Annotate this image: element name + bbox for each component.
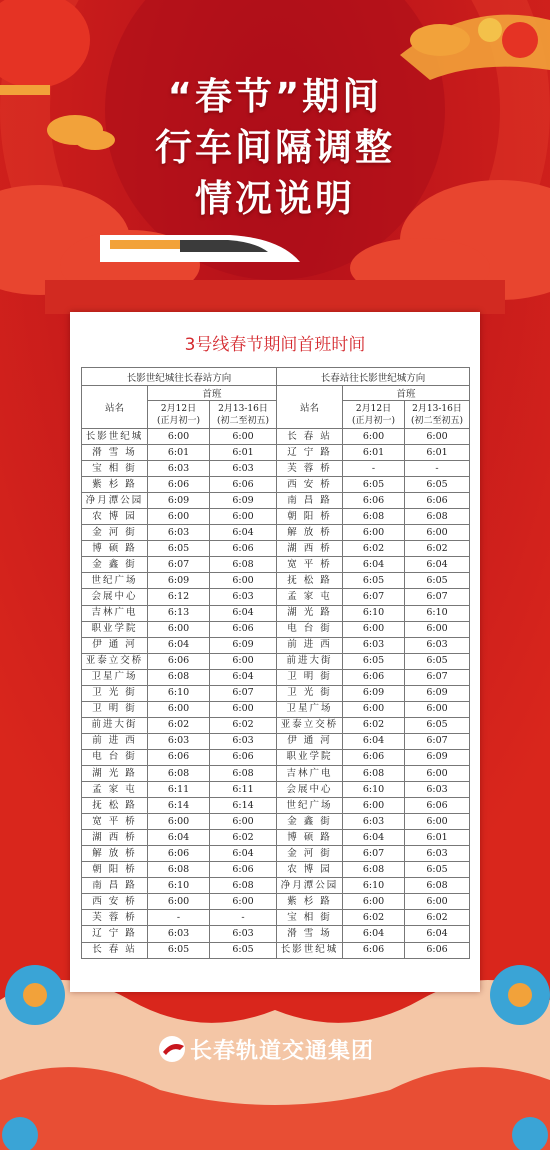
time-b-left: 6:00 xyxy=(210,894,277,910)
table-row xyxy=(82,846,470,862)
time-a-right: 6:07 xyxy=(343,846,405,862)
time-b-left: 6:04 xyxy=(210,525,277,541)
time-b-left: 6:09 xyxy=(210,493,277,509)
station-left: 芙 蓉 桥 xyxy=(82,910,148,926)
time-a-left: 6:07 xyxy=(148,557,210,573)
time-b-left: 6:03 xyxy=(210,926,277,942)
time-a-right: 6:06 xyxy=(343,493,405,509)
time-b-right: 6:00 xyxy=(405,765,470,781)
station-right: 解 放 桥 xyxy=(277,525,343,541)
time-b-right: 6:04 xyxy=(405,926,470,942)
station-right: 长影世纪城 xyxy=(277,942,343,958)
table-row xyxy=(82,445,470,461)
time-a-right: 6:04 xyxy=(343,926,405,942)
time-b-right: 6:06 xyxy=(405,798,470,814)
station-left: 辽 宁 路 xyxy=(82,926,148,942)
time-b-right: 6:05 xyxy=(405,653,470,669)
station-right: 宽 平 桥 xyxy=(277,557,343,573)
station-right: 长 春 站 xyxy=(277,429,343,445)
station-left: 会展中心 xyxy=(82,589,148,605)
station-right: 卫 明 街 xyxy=(277,669,343,685)
time-b-right: 6:00 xyxy=(405,894,470,910)
station-right: 湖 西 桥 xyxy=(277,541,343,557)
table-row xyxy=(82,589,470,605)
time-b-left: 6:00 xyxy=(210,701,277,717)
time-a-left: 6:00 xyxy=(148,814,210,830)
time-a-left: 6:03 xyxy=(148,461,210,477)
time-b-right: 6:07 xyxy=(405,589,470,605)
station-right: 前进大街 xyxy=(277,653,343,669)
station-left: 博 硕 路 xyxy=(82,541,148,557)
table-row xyxy=(82,573,470,589)
time-b-left: 6:11 xyxy=(210,782,277,798)
brand-name: 长春轨道交通集团 xyxy=(190,1039,375,1064)
date-header-a-right: 2月12日 (正月初一) xyxy=(343,401,405,429)
date-header-a-left: 2月12日 (正月初一) xyxy=(148,401,210,429)
station-left: 金 河 街 xyxy=(82,525,148,541)
time-b-right: - xyxy=(405,461,470,477)
time-b-right: 6:05 xyxy=(405,573,470,589)
time-b-left: 6:06 xyxy=(210,749,277,765)
station-left: 伊 通 河 xyxy=(82,637,148,653)
time-b-right: 6:03 xyxy=(405,846,470,862)
time-b-left: 6:02 xyxy=(210,717,277,733)
schedule-panel xyxy=(70,312,480,992)
time-b-left: 6:06 xyxy=(210,621,277,637)
time-a-left: 6:03 xyxy=(148,525,210,541)
time-b-right: 6:00 xyxy=(405,621,470,637)
time-b-right: 6:05 xyxy=(405,862,470,878)
station-left: 孟 家 屯 xyxy=(82,782,148,798)
station-left: 滑 雪 场 xyxy=(82,445,148,461)
first-train-table xyxy=(81,367,470,959)
time-a-right: 6:10 xyxy=(343,605,405,621)
time-b-left: - xyxy=(210,910,277,926)
time-a-right: 6:01 xyxy=(343,445,405,461)
time-b-left: 6:00 xyxy=(210,653,277,669)
time-a-left: 6:00 xyxy=(148,509,210,525)
time-b-right: 6:03 xyxy=(405,782,470,798)
station-right: 紫 杉 路 xyxy=(277,894,343,910)
time-a-right: 6:00 xyxy=(343,621,405,637)
time-a-left: 6:09 xyxy=(148,573,210,589)
table-row xyxy=(82,685,470,701)
station-left: 长 春 站 xyxy=(82,942,148,958)
time-a-left: 6:05 xyxy=(148,541,210,557)
time-a-right: - xyxy=(343,461,405,477)
table-row xyxy=(82,429,470,445)
time-a-left: 6:10 xyxy=(148,878,210,894)
station-left: 金 鑫 街 xyxy=(82,557,148,573)
table-row xyxy=(82,605,470,621)
time-b-right: 6:09 xyxy=(405,685,470,701)
time-a-left: 6:08 xyxy=(148,765,210,781)
table-row xyxy=(82,830,470,846)
station-left: 吉林广电 xyxy=(82,605,148,621)
time-b-right: 6:06 xyxy=(405,493,470,509)
time-b-right: 6:00 xyxy=(405,525,470,541)
time-a-right: 6:05 xyxy=(343,573,405,589)
time-a-right: 6:09 xyxy=(343,685,405,701)
time-b-right: 6:10 xyxy=(405,605,470,621)
time-a-right: 6:06 xyxy=(343,669,405,685)
title-line-2: 行车间隔调整 xyxy=(155,126,395,169)
table-row xyxy=(82,926,470,942)
time-b-right: 6:07 xyxy=(405,733,470,749)
station-header-right: 站名 xyxy=(277,386,343,429)
station-right: 滑 雪 场 xyxy=(277,926,343,942)
table-row xyxy=(82,894,470,910)
time-a-left: 6:02 xyxy=(148,717,210,733)
station-header-left: 站名 xyxy=(82,386,148,429)
table-row xyxy=(82,733,470,749)
station-right: 金 鑫 街 xyxy=(277,814,343,830)
table-row xyxy=(82,910,470,926)
station-left: 亚泰立交桥 xyxy=(82,653,148,669)
time-a-left: 6:06 xyxy=(148,749,210,765)
time-b-left: 6:03 xyxy=(210,589,277,605)
time-a-left: - xyxy=(148,910,210,926)
station-right: 卫 光 街 xyxy=(277,685,343,701)
station-left: 电 台 街 xyxy=(82,749,148,765)
time-b-left: 6:08 xyxy=(210,765,277,781)
time-a-right: 6:00 xyxy=(343,798,405,814)
time-b-left: 6:00 xyxy=(210,573,277,589)
time-b-right: 6:00 xyxy=(405,814,470,830)
time-a-left: 6:10 xyxy=(148,685,210,701)
table-row xyxy=(82,653,470,669)
table-row xyxy=(82,814,470,830)
station-left: 卫 明 街 xyxy=(82,701,148,717)
station-left: 卫 光 街 xyxy=(82,685,148,701)
time-a-right: 6:04 xyxy=(343,557,405,573)
time-a-left: 6:00 xyxy=(148,894,210,910)
table-row xyxy=(82,717,470,733)
first-train-header-right: 首班 xyxy=(343,386,470,401)
time-b-left: 6:03 xyxy=(210,733,277,749)
time-b-right: 6:03 xyxy=(405,637,470,653)
time-b-left: 6:00 xyxy=(210,429,277,445)
logo-mark-icon xyxy=(159,1036,185,1062)
time-a-left: 6:08 xyxy=(148,862,210,878)
time-a-right: 6:08 xyxy=(343,509,405,525)
station-right: 世纪广场 xyxy=(277,798,343,814)
table-row xyxy=(82,878,470,894)
time-b-right: 6:08 xyxy=(405,878,470,894)
time-b-right: 6:05 xyxy=(405,717,470,733)
time-a-right: 6:00 xyxy=(343,525,405,541)
time-a-right: 6:06 xyxy=(343,749,405,765)
station-left: 长影世纪城 xyxy=(82,429,148,445)
date-header-b-right: 2月13-16日 (初二至初五) xyxy=(405,401,470,429)
time-a-right: 6:04 xyxy=(343,733,405,749)
time-b-right: 6:00 xyxy=(405,701,470,717)
station-right: 职业学院 xyxy=(277,749,343,765)
time-a-right: 6:03 xyxy=(343,637,405,653)
station-right: 电 台 街 xyxy=(277,621,343,637)
time-a-left: 6:08 xyxy=(148,669,210,685)
time-a-right: 6:00 xyxy=(343,429,405,445)
time-a-left: 6:09 xyxy=(148,493,210,509)
station-left: 净月潭公园 xyxy=(82,493,148,509)
time-b-left: 6:04 xyxy=(210,605,277,621)
time-a-left: 6:04 xyxy=(148,637,210,653)
time-b-right: 6:00 xyxy=(405,429,470,445)
time-a-right: 6:08 xyxy=(343,765,405,781)
time-b-right: 6:01 xyxy=(405,830,470,846)
time-a-right: 6:00 xyxy=(343,894,405,910)
time-a-right: 6:03 xyxy=(343,814,405,830)
station-left: 宝 相 街 xyxy=(82,461,148,477)
time-a-left: 6:12 xyxy=(148,589,210,605)
station-right: 博 硕 路 xyxy=(277,830,343,846)
table-row xyxy=(82,765,470,781)
table-row xyxy=(82,461,470,477)
time-a-left: 6:14 xyxy=(148,798,210,814)
time-a-right: 6:10 xyxy=(343,782,405,798)
table-body xyxy=(82,429,470,959)
time-b-left: 6:08 xyxy=(210,878,277,894)
station-right: 卫星广场 xyxy=(277,701,343,717)
time-b-right: 6:08 xyxy=(405,509,470,525)
table-row xyxy=(82,493,470,509)
table-row xyxy=(82,862,470,878)
station-right: 芙 蓉 桥 xyxy=(277,461,343,477)
station-left: 西 安 桥 xyxy=(82,894,148,910)
station-right: 湖 光 路 xyxy=(277,605,343,621)
time-b-left: 6:14 xyxy=(210,798,277,814)
station-right: 金 河 街 xyxy=(277,846,343,862)
station-right: 吉林广电 xyxy=(277,765,343,781)
time-a-right: 6:10 xyxy=(343,878,405,894)
time-b-left: 6:06 xyxy=(210,862,277,878)
time-a-left: 6:00 xyxy=(148,621,210,637)
station-left: 世纪广场 xyxy=(82,573,148,589)
station-right: 南 昌 路 xyxy=(277,493,343,509)
direction-left-header: 长影世纪城往长春站方向 xyxy=(82,368,277,386)
time-b-left: 6:04 xyxy=(210,669,277,685)
station-left: 解 放 桥 xyxy=(82,846,148,862)
time-a-left: 6:05 xyxy=(148,942,210,958)
station-right: 西 安 桥 xyxy=(277,477,343,493)
station-right: 宝 相 街 xyxy=(277,910,343,926)
time-b-left: 6:08 xyxy=(210,557,277,573)
station-right: 农 博 园 xyxy=(277,862,343,878)
station-right: 亚泰立交桥 xyxy=(277,717,343,733)
table-row xyxy=(82,509,470,525)
time-a-left: 6:03 xyxy=(148,926,210,942)
gold-cloud-right-icon xyxy=(410,24,470,56)
table-row xyxy=(82,525,470,541)
time-a-left: 6:04 xyxy=(148,830,210,846)
station-right: 辽 宁 路 xyxy=(277,445,343,461)
table-row xyxy=(82,669,470,685)
time-b-left: 6:07 xyxy=(210,685,277,701)
title-line-1: “春节”期间 xyxy=(167,75,383,118)
time-b-left: 6:06 xyxy=(210,477,277,493)
station-left: 前 进 西 xyxy=(82,733,148,749)
time-a-left: 6:01 xyxy=(148,445,210,461)
time-a-right: 6:05 xyxy=(343,653,405,669)
time-b-left: 6:06 xyxy=(210,541,277,557)
time-b-left: 6:05 xyxy=(210,942,277,958)
time-b-right: 6:06 xyxy=(405,942,470,958)
time-a-left: 6:13 xyxy=(148,605,210,621)
time-a-left: 6:03 xyxy=(148,733,210,749)
table-row xyxy=(82,782,470,798)
station-left: 湖 光 路 xyxy=(82,765,148,781)
time-b-left: 6:00 xyxy=(210,509,277,525)
station-left: 前进大街 xyxy=(82,717,148,733)
time-a-left: 6:06 xyxy=(148,653,210,669)
table-title: 3号线春节期间首班时间 xyxy=(184,335,366,355)
station-left: 卫星广场 xyxy=(82,669,148,685)
table-row xyxy=(82,701,470,717)
station-left: 宽 平 桥 xyxy=(82,814,148,830)
station-right: 孟 家 屯 xyxy=(277,589,343,605)
time-b-right: 6:09 xyxy=(405,749,470,765)
time-b-right: 6:02 xyxy=(405,910,470,926)
time-a-left: 6:00 xyxy=(148,429,210,445)
time-a-right: 6:08 xyxy=(343,862,405,878)
time-a-right: 6:06 xyxy=(343,942,405,958)
time-b-right: 6:04 xyxy=(405,557,470,573)
direction-right-header: 长春站往长影世纪城方向 xyxy=(277,368,470,386)
time-b-right: 6:05 xyxy=(405,477,470,493)
time-b-left: 6:00 xyxy=(210,814,277,830)
time-a-left: 6:06 xyxy=(148,477,210,493)
time-a-left: 6:11 xyxy=(148,782,210,798)
table-row xyxy=(82,541,470,557)
table-row xyxy=(82,942,470,958)
time-b-left: 6:01 xyxy=(210,445,277,461)
time-b-left: 6:03 xyxy=(210,461,277,477)
time-a-left: 6:06 xyxy=(148,846,210,862)
station-right: 伊 通 河 xyxy=(277,733,343,749)
table-row xyxy=(82,621,470,637)
station-right: 抚 松 路 xyxy=(277,573,343,589)
time-b-right: 6:02 xyxy=(405,541,470,557)
table-row xyxy=(82,637,470,653)
time-a-right: 6:05 xyxy=(343,477,405,493)
station-left: 职业学院 xyxy=(82,621,148,637)
station-right: 净月潭公园 xyxy=(277,878,343,894)
station-left: 湖 西 桥 xyxy=(82,830,148,846)
table-row xyxy=(82,749,470,765)
station-left: 紫 杉 路 xyxy=(82,477,148,493)
table-row xyxy=(82,477,470,493)
time-b-right: 6:07 xyxy=(405,669,470,685)
station-left: 抚 松 路 xyxy=(82,798,148,814)
date-header-b-left: 2月13-16日 (初二至初五) xyxy=(210,401,277,429)
station-left: 农 博 园 xyxy=(82,509,148,525)
table-row xyxy=(82,798,470,814)
station-right: 朝 阳 桥 xyxy=(277,509,343,525)
time-b-right: 6:01 xyxy=(405,445,470,461)
time-a-right: 6:02 xyxy=(343,910,405,926)
station-left: 朝 阳 桥 xyxy=(82,862,148,878)
station-left: 南 昌 路 xyxy=(82,878,148,894)
title-line-3: 情况说明 xyxy=(195,177,355,220)
time-b-left: 6:04 xyxy=(210,846,277,862)
time-a-right: 6:02 xyxy=(343,717,405,733)
first-train-header-left: 首班 xyxy=(148,386,277,401)
table-row xyxy=(82,557,470,573)
time-a-right: 6:04 xyxy=(343,830,405,846)
station-right: 前 进 西 xyxy=(277,637,343,653)
time-a-left: 6:00 xyxy=(148,701,210,717)
station-right: 会展中心 xyxy=(277,782,343,798)
time-a-right: 6:00 xyxy=(343,701,405,717)
time-b-left: 6:09 xyxy=(210,637,277,653)
time-a-right: 6:02 xyxy=(343,541,405,557)
time-a-right: 6:07 xyxy=(343,589,405,605)
time-b-left: 6:02 xyxy=(210,830,277,846)
